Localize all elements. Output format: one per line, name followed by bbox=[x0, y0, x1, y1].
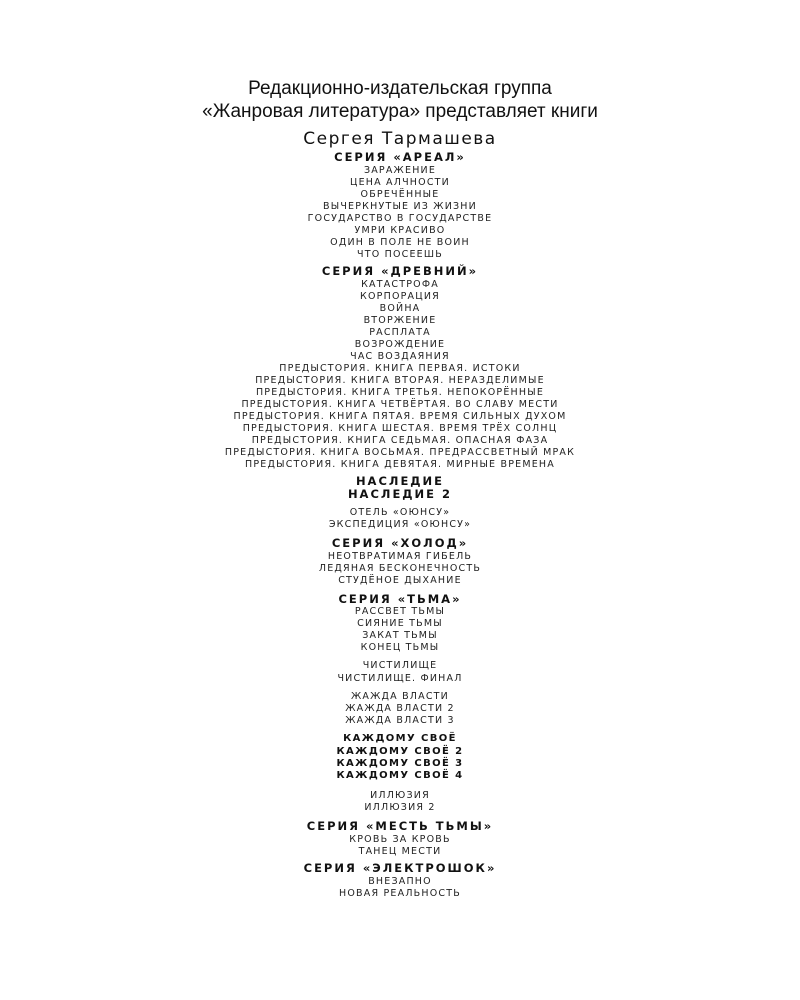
book-title: ВНЕЗАПНО bbox=[368, 876, 432, 887]
book-title: КАЖДОМУ СВОЁ 4 bbox=[336, 770, 464, 781]
book-title: ПРЕДЫСТОРИЯ. КНИГА ПЕРВАЯ. ИСТОКИ bbox=[279, 363, 521, 374]
book-title: ЧИСТИЛИЩЕ. ФИНАЛ bbox=[337, 673, 463, 684]
series-title: СЕРИЯ «АРЕАЛ» bbox=[334, 150, 466, 164]
book-title: КРОВЬ ЗА КРОВЬ bbox=[349, 834, 451, 845]
series-title: СЕРИЯ «ЭЛЕКТРОШОК» bbox=[303, 861, 497, 875]
book-title: КАЖДОМУ СВОЁ bbox=[343, 733, 457, 744]
book-title: ЛЕДЯНАЯ БЕСКОНЕЧНОСТЬ bbox=[318, 563, 482, 574]
series-title: СЕРИЯ «ТЬМА» bbox=[338, 592, 462, 606]
book-title: ОТЕЛЬ «ОЮНСУ» bbox=[349, 507, 451, 518]
book-title: РАСПЛАТА bbox=[369, 327, 431, 338]
book-title: КАЖДОМУ СВОЁ 3 bbox=[336, 758, 464, 769]
book-title: ОДИН В ПОЛЕ НЕ ВОИН bbox=[330, 237, 470, 248]
book-title: ПРЕДЫСТОРИЯ. КНИГА ВТОРАЯ. НЕРАЗДЕЛИМЫЕ bbox=[255, 375, 545, 386]
book-title: ВТОРЖЕНИЕ bbox=[363, 315, 437, 326]
book-title: КАТАСТРОФА bbox=[361, 279, 439, 290]
book-title: ИЛЛЮЗИЯ bbox=[370, 790, 430, 801]
publisher-imprint-line: «Жанровая литература» представляет книги bbox=[202, 101, 598, 122]
book-title: РАССВЕТ ТЬМЫ bbox=[354, 606, 446, 617]
series-title: СЕРИЯ «ХОЛОД» bbox=[331, 536, 469, 550]
book-title: КОРПОРАЦИЯ bbox=[360, 291, 440, 302]
book-title: ЖАЖДА ВЛАСТИ bbox=[350, 691, 449, 702]
series-title: СЕРИЯ «МЕСТЬ ТЬМЫ» bbox=[306, 819, 494, 833]
book-title: НОВАЯ РЕАЛЬНОСТЬ bbox=[339, 888, 461, 899]
book-title: ПРЕДЫСТОРИЯ. КНИГА ТРЕТЬЯ. НЕПОКОРЁННЫЕ bbox=[255, 387, 545, 398]
series-title: СЕРИЯ «ДРЕВНИЙ» bbox=[321, 264, 479, 278]
book-title: ЭКСПЕДИЦИЯ «ОЮНСУ» bbox=[328, 519, 472, 530]
book-title: ИЛЛЮЗИЯ 2 bbox=[364, 802, 436, 813]
series-title: НАСЛЕДИЕ bbox=[355, 474, 445, 488]
book-title: ЧТО ПОСЕЕШЬ bbox=[357, 249, 443, 260]
book-title: КАЖДОМУ СВОЁ 2 bbox=[336, 746, 464, 757]
book-title: СИЯНИЕ ТЬМЫ bbox=[357, 618, 443, 629]
book-title: ЧИСТИЛИЩЕ bbox=[362, 660, 438, 671]
book-title: ВОЗРОЖДЕНИЕ bbox=[354, 339, 446, 350]
series-title: НАСЛЕДИЕ 2 bbox=[347, 487, 453, 501]
book-title: ПРЕДЫСТОРИЯ. КНИГА ПЯТАЯ. ВРЕМЯ СИЛЬНЫХ ДУХОМ bbox=[233, 411, 567, 422]
book-title: ЖАЖДА ВЛАСТИ 3 bbox=[345, 715, 455, 726]
book-title: ОБРЕЧЁННЫЕ bbox=[360, 189, 440, 200]
book-title: ПРЕДЫСТОРИЯ. КНИГА ЧЕТВЁРТАЯ. ВО СЛАВУ МЕСТИ bbox=[241, 399, 559, 410]
book-title: ПРЕДЫСТОРИЯ. КНИГА ВОСЬМАЯ. ПРЕДРАССВЕТНЫЙ МРАК bbox=[224, 447, 576, 458]
publisher-line: Редакционно-издательская группа bbox=[248, 78, 552, 99]
book-title: ПРЕДЫСТОРИЯ. КНИГА СЕДЬМАЯ. ОПАСНАЯ ФАЗА bbox=[251, 435, 549, 446]
book-title: КОНЕЦ ТЬМЫ bbox=[360, 642, 440, 653]
book-title: ЗАКАТ ТЬМЫ bbox=[362, 630, 438, 641]
book-title: ЦЕНА АЛЧНОСТИ bbox=[350, 177, 450, 188]
book-title: ВОЙНА bbox=[379, 303, 421, 314]
book-title: ТАНЕЦ МЕСТИ bbox=[358, 846, 442, 857]
book-title: УМРИ КРАСИВО bbox=[354, 225, 446, 236]
book-title: НЕОТВРАТИМАЯ ГИБЕЛЬ bbox=[327, 551, 473, 562]
book-title: ПРЕДЫСТОРИЯ. КНИГА ДЕВЯТАЯ. МИРНЫЕ ВРЕМЕНА bbox=[245, 459, 555, 470]
book-title: СТУДЁНОЕ ДЫХАНИЕ bbox=[338, 575, 462, 586]
book-title: ЗАРАЖЕНИЕ bbox=[363, 165, 437, 176]
book-title: ПРЕДЫСТОРИЯ. КНИГА ШЕСТАЯ. ВРЕМЯ ТРЁХ СОЛНЦ bbox=[242, 423, 558, 434]
book-title: ГОСУДАРСТВО В ГОСУДАРСТВЕ bbox=[307, 213, 493, 224]
author-name: Сергея Тармашева bbox=[303, 129, 497, 149]
book-title: ВЫЧЕРКНУТЫЕ ИЗ ЖИЗНИ bbox=[323, 201, 477, 212]
book-title: ЧАС ВОЗДАЯНИЯ bbox=[350, 351, 450, 362]
book-title: ЖАЖДА ВЛАСТИ 2 bbox=[345, 703, 455, 714]
